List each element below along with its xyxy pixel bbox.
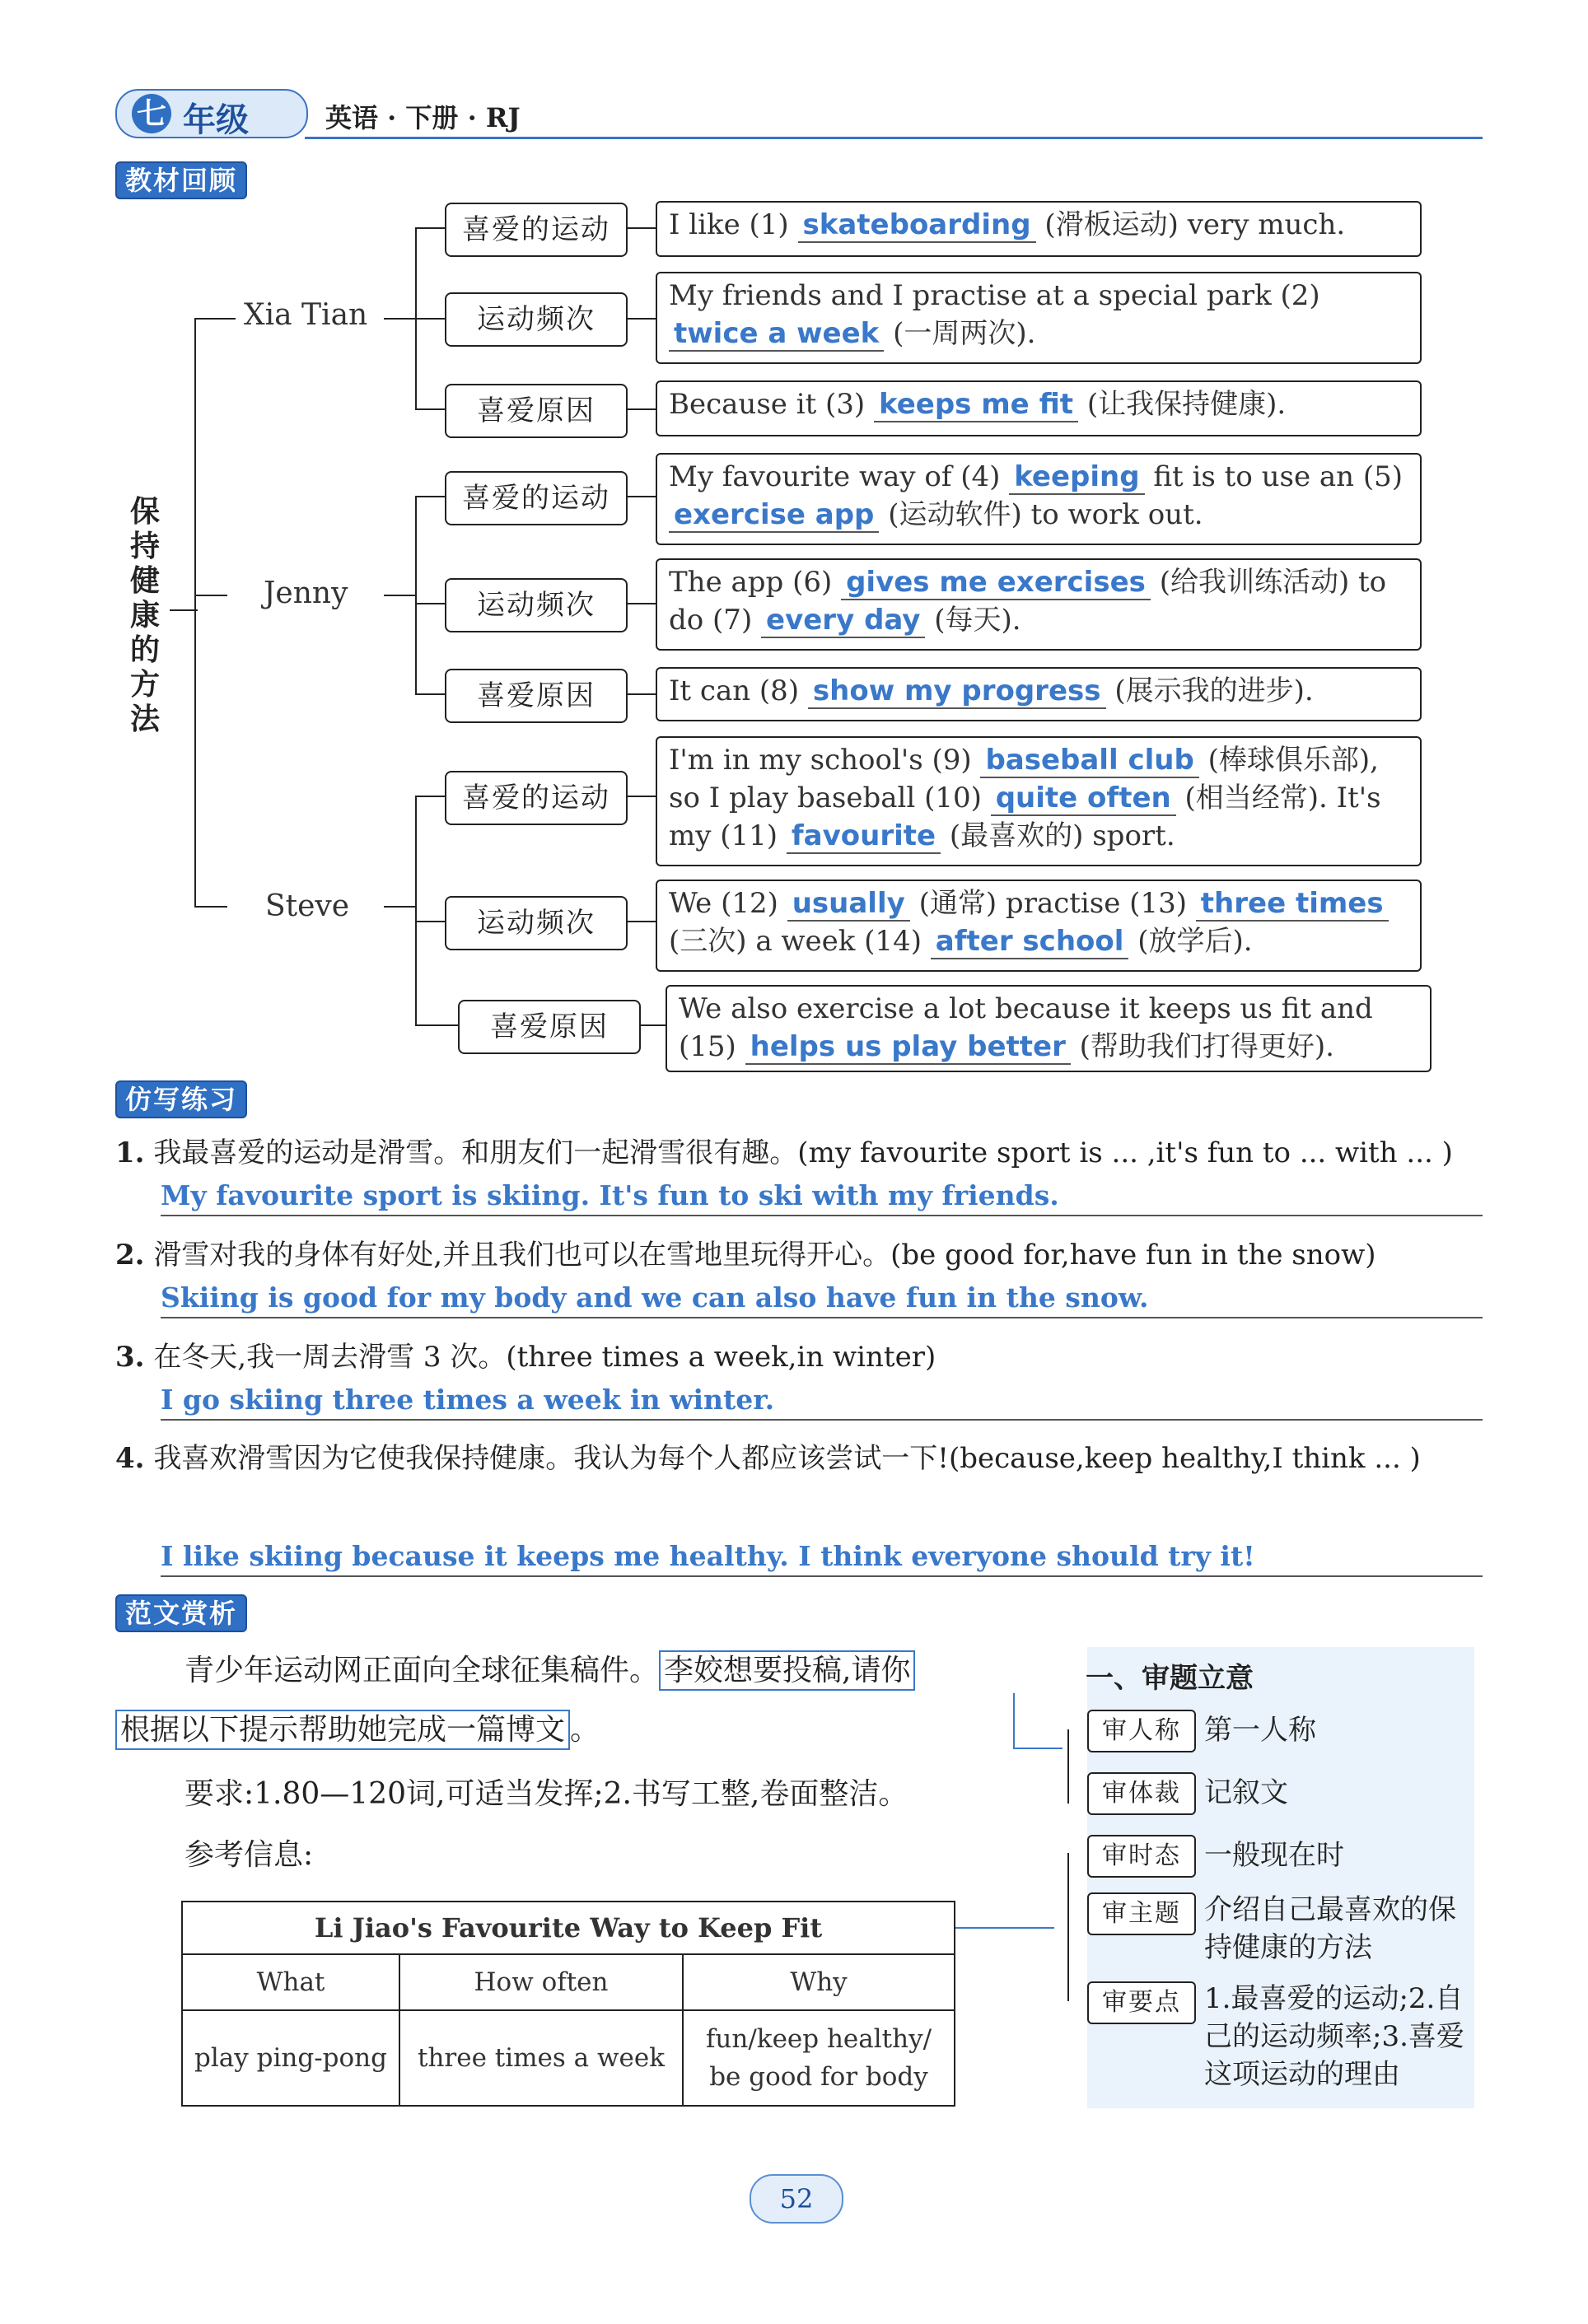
connector [194, 318, 236, 320]
question-number: 4. [115, 1442, 145, 1475]
connector [639, 1024, 666, 1026]
connector [626, 318, 656, 320]
connector [194, 595, 227, 596]
answer-15: helps us play better [745, 1030, 1071, 1065]
answer-11: favourite [787, 819, 941, 854]
answer-line-2: Skiing is good for my body and we can also have fun in the snow. [161, 1281, 1483, 1318]
book-title: 英语 · 下册 · RJ [325, 102, 521, 133]
connector [384, 318, 417, 320]
box-text: Because it (3) [669, 388, 866, 421]
check-tense-value: 一般现在时 [1204, 1839, 1344, 1872]
connector [415, 408, 445, 410]
box-text: It can (8) [669, 674, 800, 707]
question-3 [115, 1334, 1483, 1374]
box-text: (通常) practise (13) [918, 887, 1187, 920]
connector [194, 906, 227, 908]
connector [626, 921, 656, 922]
question-number: 3. [115, 1341, 145, 1374]
answer-box-1 [656, 201, 1422, 257]
table-title: Li Jiao's Favourite Way to Keep Fit [182, 1902, 955, 1954]
connector [626, 796, 656, 797]
bracket [1067, 1729, 1069, 1804]
question-number: 2. [115, 1239, 145, 1272]
answer-box-9 [666, 985, 1432, 1072]
prompt-text: 青少年运动网正面向全球征集稿件。 [184, 1654, 660, 1687]
table-cell: three times a week [399, 2010, 683, 2106]
section-tag-review: 教材回顾 [115, 161, 247, 199]
person-jenny: Jenny [264, 576, 348, 610]
connector [415, 796, 445, 797]
box-text: I'm in my school's (9) [669, 744, 972, 777]
box-text: (每天). [934, 604, 1021, 637]
question-text: 滑雪对我的身体有好处,并且我们也可以在雪地里玩得开心。(be good for,have fun in the snow) [153, 1239, 1376, 1272]
category-sport: 喜爱的运动 [445, 771, 628, 825]
answer-6: gives me exercises [841, 566, 1151, 600]
check-tense-key: 审时态 [1087, 1835, 1196, 1878]
answer-line-4: I like skiing because it keeps me healthy. I think everyone should try it! [161, 1540, 1483, 1577]
connector [415, 796, 417, 1026]
grade-char: 七 [132, 94, 171, 133]
question-1 [115, 1130, 1483, 1170]
table-row [182, 1954, 955, 2010]
box-text: (展示我的进步). [1114, 674, 1314, 707]
connector [194, 318, 196, 908]
connector [415, 227, 445, 229]
category-frequency: 运动频次 [445, 292, 628, 347]
answer-7: every day [761, 604, 925, 638]
connector [626, 227, 656, 229]
category-sport: 喜爱的运动 [445, 471, 628, 525]
table-header: How often [399, 1954, 683, 2010]
check-genre-key: 审体裁 [1087, 1772, 1196, 1815]
box-text: We also exercise a lot because it keeps us fit and (15) [679, 992, 1373, 1063]
answer-3: keeps me fit [874, 388, 1078, 422]
answer-4: keeping [1009, 460, 1144, 495]
prompt-line-2 [115, 1706, 600, 1748]
answer-10: quite often [991, 782, 1176, 816]
answer-line-1: My favourite sport is skiing. It's fun to ski with my friends. [161, 1179, 1483, 1216]
answer-5: exercise app [669, 498, 879, 533]
category-frequency: 运动频次 [445, 896, 628, 950]
box-text: (运动软件) to work out. [888, 498, 1203, 531]
connector [626, 693, 656, 695]
connector [1013, 1748, 1063, 1749]
answer-box-5 [656, 558, 1422, 651]
category-reason: 喜爱原因 [458, 1000, 641, 1054]
check-person-value: 第一人称 [1204, 1714, 1316, 1747]
box-text: (给我训练活动) to do (7) [669, 566, 1387, 637]
answer-box-2 [656, 272, 1422, 364]
prompt-highlight: 根据以下提示帮助她完成一篇博文 [115, 1710, 570, 1750]
connector [415, 921, 445, 922]
category-sport: 喜爱的运动 [445, 203, 628, 257]
question-text: 我最喜爱的运动是滑雪。和朋友们一起滑雪很有趣。(my favourite sport is ... ,it's fun to ... with ... ) [153, 1136, 1453, 1169]
category-frequency: 运动频次 [445, 578, 628, 632]
answer-box-6 [656, 667, 1422, 721]
connector [415, 496, 417, 693]
table-header: What [182, 1954, 399, 2010]
prompt-text: 。 [570, 1713, 600, 1747]
check-points-key: 审要点 [1087, 1981, 1196, 2024]
answer-2: twice a week [669, 317, 884, 352]
section-tag-model: 范文赏析 [115, 1594, 247, 1632]
answer-1: skateboarding [798, 208, 1036, 243]
page-header [115, 89, 1483, 138]
box-text: My friends and I practise at a special park (2) [669, 279, 1320, 312]
answer-line-3: I go skiing three times a week in winter. [161, 1384, 1483, 1421]
answer-12: usually [787, 887, 910, 922]
analysis-title: 一、审题立意 [1086, 1662, 1254, 1695]
prompt-line-1 [184, 1647, 915, 1689]
person-xia-tian: Xia Tian [244, 298, 368, 332]
question-4 [115, 1435, 1483, 1482]
category-reason: 喜爱原因 [445, 384, 628, 438]
answer-box-4 [656, 453, 1422, 545]
question-text: 在冬天,我一周去滑雪 3 次。(three times a week,in winter) [153, 1341, 936, 1374]
connector [415, 318, 445, 320]
answer-13: three times [1196, 887, 1389, 922]
category-reason: 喜爱原因 [445, 669, 628, 723]
table-cell: play ping-pong [182, 2010, 399, 2106]
question-number: 1. [115, 1136, 145, 1169]
box-text: I like (1) [669, 208, 789, 241]
table-row [182, 2010, 955, 2106]
check-person-key: 审人称 [1087, 1710, 1196, 1752]
connector [415, 603, 445, 604]
section-tag-practice: 仿写练习 [115, 1080, 247, 1118]
box-text: (放学后). [1137, 925, 1253, 958]
connector [626, 408, 656, 410]
check-genre-value: 记叙文 [1204, 1776, 1288, 1809]
box-text: (三次) a week (14) [669, 925, 922, 958]
reference-label: 参考信息: [184, 1838, 314, 1872]
answer-box-8 [656, 880, 1422, 972]
table-row [182, 1902, 955, 1954]
box-text: (滑板运动) very much. [1044, 208, 1346, 241]
requirements: 要求:1.80—120词,可适当发挥;2.书写工整,卷面整洁。 [184, 1777, 908, 1811]
topic-label: 保持健康的方法 [129, 494, 160, 736]
check-theme-key: 审主题 [1087, 1892, 1196, 1935]
person-steve: Steve [265, 889, 350, 923]
box-text: We (12) [669, 887, 778, 920]
box-text: (让我保持健康). [1086, 388, 1287, 421]
connector [170, 609, 198, 611]
question-2 [115, 1232, 1483, 1272]
answer-8: show my progress [808, 674, 1106, 709]
check-points-value: 1.最喜爱的运动;2.自己的运动频率;3.喜爱这项运动的理由 [1204, 1982, 1464, 2091]
box-text: (最喜欢的) sport. [949, 819, 1175, 852]
answer-14: after school [931, 925, 1129, 959]
connector [415, 693, 445, 695]
box-text: The app (6) [669, 566, 833, 599]
table-header: Why [683, 1954, 955, 2010]
box-text: My favourite way of (4) [669, 460, 1001, 493]
grade-badge [115, 89, 308, 138]
box-text: (帮助我们打得更好). [1079, 1030, 1334, 1063]
answer-9: baseball club [980, 744, 1198, 778]
box-text: fit is to use an (5) [1153, 460, 1404, 493]
connector [384, 906, 417, 908]
header-rule [305, 137, 1483, 139]
connector [626, 496, 656, 497]
table-cell: fun/keep healthy/ be good for body [683, 2010, 955, 2106]
box-text: (一周两次). [893, 317, 1036, 350]
connector [384, 595, 417, 596]
reference-table [181, 1901, 955, 2107]
grade-text: 年级 [183, 100, 249, 139]
connector [1013, 1693, 1015, 1749]
answer-box-7 [656, 736, 1422, 866]
prompt-highlight: 李姣想要投稿,请你 [659, 1650, 915, 1691]
connector [415, 1024, 458, 1026]
connector [415, 496, 445, 497]
page-number: 52 [750, 2174, 843, 2224]
connector [955, 1927, 1054, 1929]
check-theme-value: 介绍自己最喜欢的保持健康的方法 [1204, 1893, 1456, 1964]
question-text: 我喜欢滑雪因为它使我保持健康。我认为每个人都应该尝试一下!(because,keep healthy,I think ... ) [153, 1442, 1421, 1475]
box-text: (相当经常). It's my (11) [669, 782, 1381, 852]
answer-box-3 [656, 380, 1422, 436]
connector [626, 603, 656, 604]
bracket [1067, 1853, 1069, 2001]
box-text: (棒球俱乐部), so I play baseball (10) [669, 744, 1379, 814]
